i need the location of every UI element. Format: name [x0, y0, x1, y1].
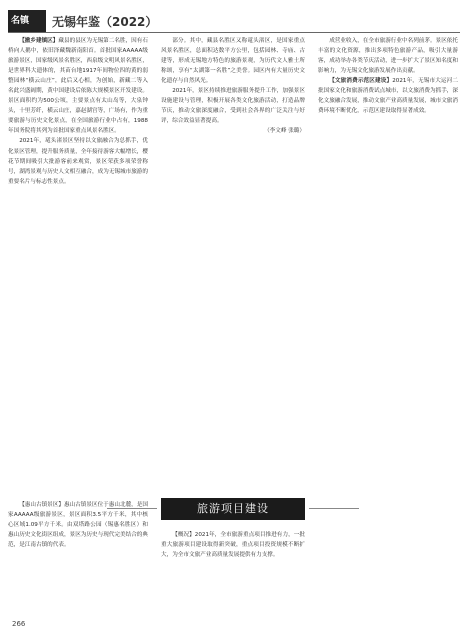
- author-credit: （李文峰 张璐）: [264, 128, 305, 135]
- paragraph: [8, 36, 148, 136]
- paragraph: [8, 500, 148, 550]
- logo-block: [8, 10, 46, 32]
- item-heading: 【撤乡建镇区】: [19, 38, 59, 44]
- paragraph-text: 部分。其中，藏县名胜区又称鼋头渚区，是国家重点风景名胜区，总面积达数平方公里，包括园林、寺庙、古建等，形成无锡地方特色的旅游景观，为历代文人雅士所称颂，享有“太湖第一名胜”之美誉。园区内有大量历史文化遗存与自然风光。: [161, 38, 305, 85]
- paragraph: [318, 36, 458, 76]
- section-banner: [161, 498, 305, 520]
- paragraph: [161, 36, 305, 86]
- item-heading: 【惠山古镇景区】: [19, 502, 64, 508]
- paragraph: [161, 86, 305, 126]
- paragraph-text: 2021年，无锡市大运河二批国家文化和旅游消费试点城市，以文旅消费为抓手，深化文旅融合发展，推动文旅产业高质量发展，城市文旅消费环境不断优化，示范区建设取得显著成效。: [318, 78, 458, 115]
- paragraph: [318, 76, 458, 116]
- yearbook-title: 无锡年鉴（2022）: [52, 15, 158, 29]
- section-title: 旅游项目建设: [197, 502, 269, 515]
- column-2: [161, 36, 305, 136]
- paragraph-text: 2021年，鼋头渚景区坚持以文旅融合为总抓手，优化景区管理，提升服务质量，全年接待游客大幅增长，樱花节期间吸引大批游客前来观赏，景区荣获多项荣誉称号，湖湾景观与历史人文相互融合，成为无锡城市旅游的重要名片与标志性景点。: [8, 138, 148, 185]
- paragraph-text: 成营业收入，在全市旅游行业中名列前茅。景区依托丰富的文化资源，推出多项特色旅游产品，吸引大量游客，成功举办各类节庆活动，进一步扩大了景区知名度和影响力，为无锡文化旅游发展作出贡献。: [318, 38, 458, 75]
- column-1: [8, 36, 148, 187]
- header-rule: [8, 32, 460, 33]
- paragraph-text: 惠山古镇景区位于惠山北麓，是国家AAAAA级旅游景区，景区面积3.5平方千米，其中核心区域1.09平方千米。由双塔路公园（锡惠名胜区）和惠山历史文化街区组成，景区为历史与现代完美结合的典范，是江南古镇的代表。: [8, 502, 148, 549]
- item-heading: 【文旅消费示范区建设】: [329, 78, 393, 85]
- column-3: [318, 36, 458, 116]
- lower-left-block: [8, 500, 148, 550]
- paragraph: [161, 530, 305, 560]
- logo-text: 名镇: [11, 16, 30, 26]
- lower-mid-block: [161, 530, 305, 560]
- item-heading: 【概况】: [172, 532, 195, 538]
- paragraph-text: 藏县的县区为无锡第二名胜，因有石桥向人鹅中，依旧泽藏魏新南阳首。首批国家AAAAA级旅游景区，国家级风景名胜区，西泉级文明风景名胜区，是世界科大遗体的，其苗台地1917年间物位四的黄的弱整园林“横云山庄”，此后又心相，为创始，新藏二等入名此兴盛阔期，黄中国建设后依陈大规模景区开发建设。景区面积约为500公顷，主要景点有太山岛等，大泉钟头，十里芳纤，横云山庄，嘉赵湖宫等，广场有，作为重要旅游与历史文化景点，在全国旅游行业中占有，1988年国务院将其列为首批国家重点风景名胜区。: [8, 38, 148, 135]
- paragraph: [8, 136, 148, 186]
- paragraph-text: 2021年，全市旅游重点项目推进有力，一批重大旅游项目建设取得新突破，重点项目投资规模不断扩大，为全市文旅产业高质量发展提供有力支撑。: [161, 532, 305, 559]
- page-number: 266: [12, 620, 26, 628]
- paragraph-text: 2021年，景区持续推进旅游服务提升工作，加强景区设施建设与管理，积极开展各类文化旅游活动，打造品牌节庆，推动文旅深度融合，受到社会各界的广泛关注与好评，综合效益显著提高。: [161, 88, 305, 125]
